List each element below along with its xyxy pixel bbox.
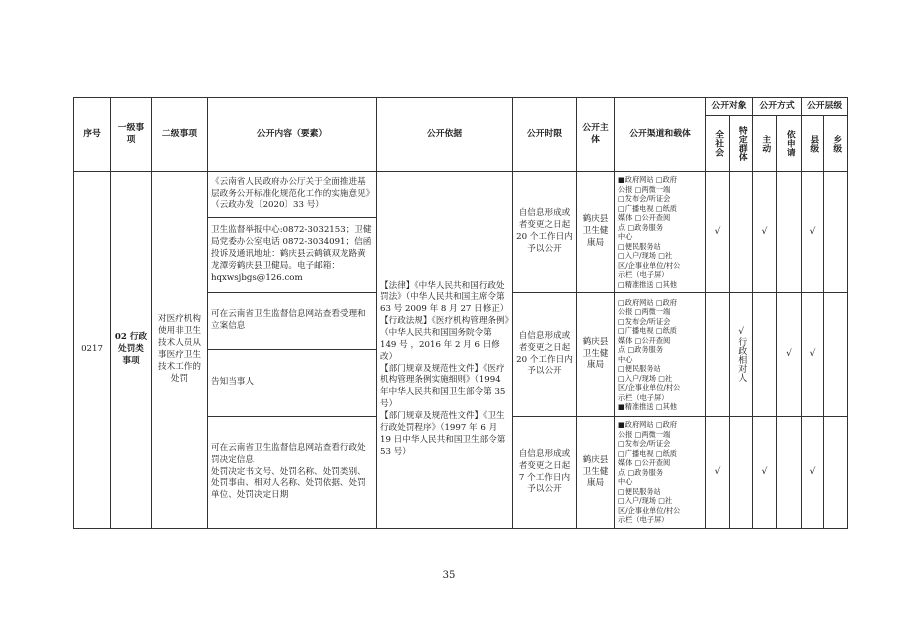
item1-subject: 鹤庆县卫生健康局	[577, 172, 615, 293]
item3-channel: ■政府网站 □政府 公报 □两微一端 □发布会/听证会 □广播电视 □纸质 媒体 □公开查阅 点 □政务服务 中心 □便民服务站 □入户/现场 □社 区/企事业单位/村公 示栏（电子屏）	[615, 417, 706, 529]
row-basis: 【法律】《中华人民共和国行政处罚法》（中华人民共和国主席令第 63 号 2009 年 8 月 27 日修正） 【行政法规】《医疗机构管理条例》（中华人民共和国国务院令第 149 号 ，2016 年 2 月 6 日修改） 【部门规章及规范性文件】《医疗机构管理条例实施细则》（1994 年中华人民共和国卫生部令第 35 号） 【部门规章及规范性文件】《卫生行政处罚程序》（1997 年 6 月 19 日中华人民共和国卫生部令第 53 号）	[377, 172, 513, 529]
item3-timelimit: 自信息形成或者变更之日起 7 个工作日内予以公开	[513, 417, 577, 529]
header-target-specific: 特定群体	[736, 125, 747, 162]
item3-content: 可在云南省卫生监督信息网站查看行政处罚决定信息 处罚决定书文号、处罚名称、处罚类别、处罚事由、相对人名称、处罚依据、处罚单位、处罚决定日期	[208, 417, 377, 529]
item1-town	[824, 172, 848, 293]
header-subject: 公开主体	[577, 98, 615, 172]
header-seq: 序号	[74, 98, 111, 172]
item3-town	[824, 417, 848, 529]
item2-all	[706, 293, 730, 417]
header-target-all: 全社会	[713, 130, 724, 157]
header-level-town: 乡级	[831, 134, 842, 153]
item1-specific	[730, 172, 753, 293]
item3-subject: 鹤庆县卫生健康局	[577, 417, 615, 529]
header-level: 公开层级	[802, 98, 848, 116]
item2-county: √	[802, 293, 824, 417]
header-basis: 公开依据	[377, 98, 513, 172]
item1-content-a: 《云南省人民政府办公厅关于全面推进基层政务公开标准化规范化工作的实施意见》（云政办发〔2020〕33 号）	[208, 172, 377, 218]
header-method-active: 主动	[760, 134, 771, 153]
item3-active: √	[753, 417, 777, 529]
header-content: 公开内容（要素）	[208, 98, 377, 172]
item3-specific	[730, 417, 753, 529]
item2-channel: □政府网站 □政府 公报 □两微一端 □发布会/听证会 □广播电视 □纸质 媒体 □公开查阅 点 □政务服务 中心 □便民服务站 □入户/现场 □社 区/企事业单位/村公 示栏（电子屏） ■精准推送 □其他	[615, 293, 706, 417]
item2-content: 可在云南省卫生监督信息网站查看受理和立案信息	[208, 293, 377, 350]
row-level1: 02 行政处罚类事项	[111, 172, 152, 529]
item3-county: √	[802, 417, 824, 529]
item2-timelimit: 自信息形成或者变更之日起 20 个工作日内予以公开	[513, 293, 577, 417]
item3-apply	[777, 417, 802, 529]
header-level-county: 县级	[808, 134, 819, 153]
header-method-apply: 依申请	[784, 130, 795, 157]
disclosure-table	[73, 97, 848, 529]
header-target: 公开对象	[706, 98, 753, 116]
item2-active	[753, 293, 777, 417]
item1-active: √	[753, 172, 777, 293]
header-channel: 公开渠道和载体	[615, 98, 706, 172]
item2-content-c: 告知当事人	[208, 350, 377, 417]
item3-all: √	[706, 417, 730, 529]
page-number: 35	[442, 570, 456, 581]
item1-all: √	[706, 172, 730, 293]
item2-subject: 鹤庆县卫生健康局	[577, 293, 615, 417]
item2-specific: √行政相对人	[736, 327, 747, 382]
header-method: 公开方式	[753, 98, 802, 116]
header-timelimit: 公开时限	[513, 98, 577, 172]
item1-channel: ■政府网站 □政府 公报 □两微一端 □发布会/听证会 □广播电视 □纸质 媒体 □公开查阅 点 □政务服务 中心 □便民服务站 □入户/现场 □社 区/企事业单位/村公 示栏（电子屏） □精准推送 □其他	[615, 172, 706, 293]
header-level2: 二级事项	[152, 98, 208, 172]
item1-content-b: 卫生监督举报中心:0872-3032153；卫健局党委办公室电话 0872-3034091；信函投诉及通讯地址：鹤庆县云鹤镇双龙路黄龙潭旁鹤庆县卫健局。电子邮箱：hqxwsjbgs@126.com	[208, 218, 377, 293]
item1-timelimit: 自信息形成或者变更之日起 20 个工作日内予以公开	[513, 172, 577, 293]
header-level1: 一级事项	[111, 98, 152, 172]
item1-apply	[777, 172, 802, 293]
item1-county: √	[802, 172, 824, 293]
item2-apply: √	[777, 293, 802, 417]
row-seq: 0217	[74, 172, 111, 529]
item2-town	[824, 293, 848, 417]
row-level2: 对医疗机构使用非卫生技术人员从事医疗卫生技术工作的处罚	[152, 172, 208, 529]
